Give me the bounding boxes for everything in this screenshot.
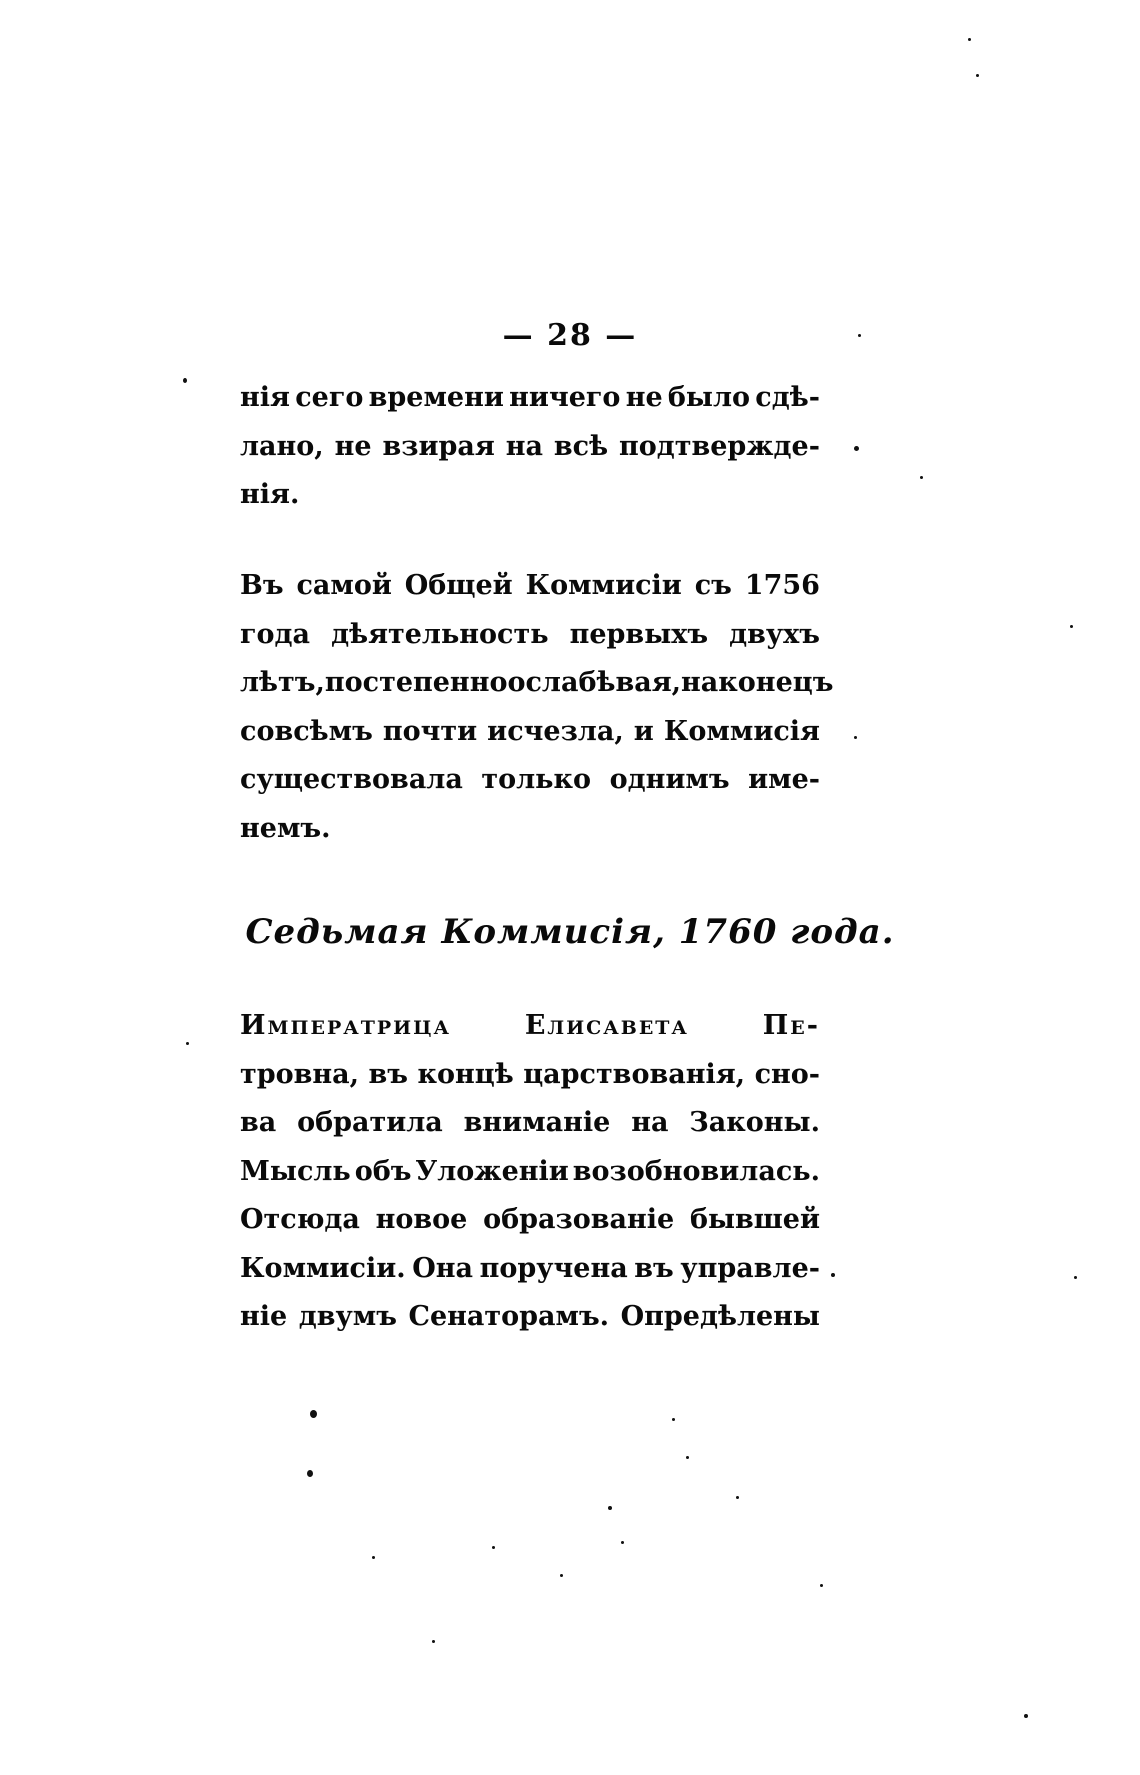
word: не [625, 382, 663, 413]
text-line [240, 562, 820, 611]
word: поручена [479, 1252, 628, 1284]
word: сно- [754, 1058, 820, 1090]
word: на [631, 1107, 669, 1138]
word: подтвержде- [618, 430, 820, 462]
word: образованіе [483, 1204, 675, 1235]
text-line [240, 423, 820, 472]
word: Общей [404, 570, 513, 601]
scan-speck [858, 334, 861, 337]
word: постепенно [324, 667, 508, 698]
word: Императрица [240, 1010, 451, 1041]
scan-speck [1074, 1276, 1077, 1279]
text-line [240, 611, 820, 660]
word: совсѣмъ [240, 715, 373, 747]
text-line [240, 374, 820, 423]
word: дѣятельность [331, 618, 549, 650]
word: только [481, 764, 592, 795]
word: бывшей [689, 1204, 820, 1235]
word: съ [694, 570, 732, 601]
word: Уложеніи [415, 1155, 569, 1187]
word: лѣтъ, [240, 667, 325, 698]
text-line [240, 471, 820, 520]
word: года [240, 618, 311, 650]
line-text: немъ. [240, 812, 331, 844]
line-text [240, 659, 834, 708]
text-line [240, 1293, 820, 1342]
word: ослабѣвая, [507, 667, 682, 698]
line-text [240, 423, 820, 472]
word: двумъ [298, 1301, 397, 1332]
text-line [240, 1099, 820, 1148]
word: Сенаторамъ. [408, 1301, 610, 1332]
word: существовала [240, 764, 463, 795]
word: Она [412, 1252, 473, 1284]
word: двухъ [729, 618, 820, 650]
text-line [240, 659, 834, 708]
scan-speck [672, 1418, 675, 1421]
line-text [240, 1148, 820, 1197]
word: 1756 [744, 570, 820, 601]
line-text [240, 1051, 820, 1100]
word: име- [748, 764, 820, 795]
word: объ [354, 1155, 412, 1187]
word: возобновилась. [572, 1155, 820, 1187]
word: Мысль [240, 1155, 351, 1187]
line-text [240, 708, 820, 757]
word: почти [382, 715, 478, 747]
line-text [240, 1196, 820, 1245]
line-text [240, 1293, 820, 1342]
word: Пе- [762, 1010, 820, 1041]
word: Опредѣлены [620, 1301, 820, 1332]
scan-speck [432, 1640, 435, 1643]
line-text [240, 756, 820, 805]
scan-speck [183, 378, 187, 383]
text-line [240, 1051, 820, 1100]
scan-speck [560, 1574, 563, 1577]
scan-speck [686, 1456, 689, 1459]
word: новое [375, 1204, 468, 1235]
text-line [240, 805, 820, 854]
word: Коммисія [663, 715, 820, 747]
line-text [240, 562, 820, 611]
word: первыхъ [569, 618, 709, 650]
line-text [240, 611, 820, 660]
word: однимъ [609, 764, 730, 795]
word: времени [368, 382, 504, 413]
word: исчезла, [487, 715, 624, 747]
word: лано, [240, 430, 324, 462]
text-line [240, 756, 820, 805]
scan-speck [820, 1584, 823, 1587]
scan-speck [854, 736, 857, 739]
word: всѣ [553, 430, 609, 462]
word: Коммисіи [525, 570, 682, 601]
text-line [240, 1002, 820, 1051]
scan-speck [608, 1506, 612, 1510]
word: ва [240, 1107, 277, 1138]
scan-speck [1024, 1714, 1028, 1718]
page-number: — 28 — [502, 318, 638, 353]
word: и [633, 715, 654, 747]
word: обратила [297, 1107, 443, 1138]
word: въ [634, 1252, 674, 1284]
line-text [240, 374, 820, 423]
word: тровна, [240, 1058, 360, 1090]
scan-speck [1070, 625, 1073, 628]
text-line [240, 708, 820, 757]
word: царствованія, [523, 1058, 746, 1090]
word: взирая [382, 430, 495, 462]
scan-speck [372, 1556, 375, 1559]
word: самой [296, 570, 392, 601]
word: ничего [509, 382, 621, 413]
word: вниманіе [463, 1107, 611, 1138]
word: сего [295, 382, 364, 413]
scan-speck [621, 1541, 624, 1544]
word: наконецъ [681, 667, 834, 698]
word: Законы. [689, 1107, 820, 1138]
word: управле- [680, 1252, 820, 1284]
text-line [240, 1245, 820, 1294]
word: въ [368, 1058, 409, 1090]
word: концѣ [417, 1058, 514, 1090]
word: было [667, 382, 751, 413]
word: не [334, 430, 372, 462]
word: ніе [240, 1301, 288, 1332]
word: сдѣ- [755, 382, 820, 413]
paragraph-continuation [240, 374, 820, 520]
line-text [240, 1002, 820, 1051]
scan-speck [492, 1546, 495, 1549]
scan-speck [831, 1273, 835, 1277]
word: Коммисіи. [240, 1252, 406, 1284]
paragraph-commission-decline [240, 562, 834, 853]
word: Елисавета [524, 1010, 689, 1041]
word: Въ [240, 570, 284, 601]
scan-speck [186, 1042, 189, 1045]
scan-speck [854, 446, 859, 451]
section-heading: Седьмая Коммисія, 1760 года. [245, 912, 895, 952]
paragraph-elizabeth [240, 1002, 820, 1342]
line-text [240, 1245, 820, 1294]
scan-speck [968, 38, 971, 41]
line-text: нія. [240, 479, 300, 510]
line-text [240, 1099, 820, 1148]
scan-speck [736, 1496, 739, 1499]
scan-speck [310, 1410, 317, 1418]
word: на [505, 430, 543, 462]
scan-speck [307, 1470, 313, 1477]
word: нія [240, 382, 290, 413]
text-line [240, 1148, 820, 1197]
text-line [240, 1196, 820, 1245]
word: Отсюда [240, 1204, 360, 1235]
scan-speck [920, 476, 923, 479]
scan-speck [976, 74, 979, 77]
